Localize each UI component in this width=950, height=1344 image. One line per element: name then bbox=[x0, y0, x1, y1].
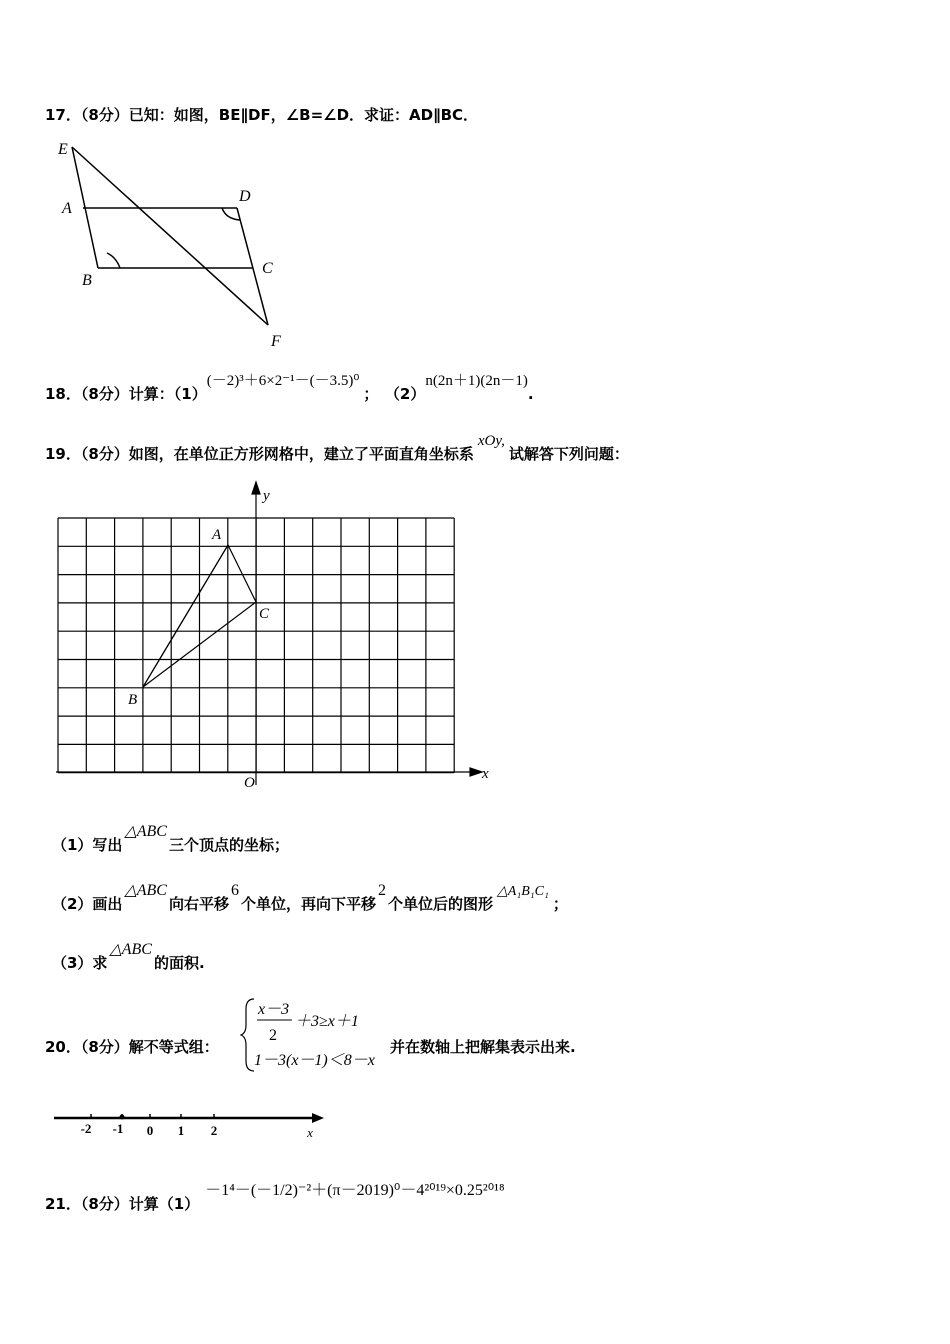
origin-label: O bbox=[244, 775, 255, 790]
q19-sub1-a: （1）写出 bbox=[52, 836, 123, 854]
q18-sep: ； bbox=[363, 385, 379, 403]
q19-stem bbox=[45, 433, 629, 464]
label-F: F bbox=[271, 333, 281, 350]
line-EF bbox=[72, 147, 268, 325]
vertex-label-B: B bbox=[128, 692, 138, 708]
q19-sub1-tri: △ABC bbox=[124, 823, 167, 840]
frac-den: 2 bbox=[269, 1027, 277, 1044]
label-E: E bbox=[58, 141, 68, 158]
q19-sub2-n2: 2 bbox=[378, 882, 386, 899]
number-line-arrow bbox=[312, 1113, 324, 1123]
q17-stem: 17．（8分）已知：如图，BE∥DF，∠B=∠D．求证：AD∥BC． bbox=[45, 106, 479, 124]
q19-sub3-tri: △ABC bbox=[109, 941, 152, 958]
label-B: B bbox=[82, 272, 92, 289]
label-D: D bbox=[239, 188, 251, 205]
brace bbox=[241, 999, 254, 1071]
q19-sub2-tri: △ABC bbox=[124, 882, 167, 899]
q19-sub3-b: 的面积. bbox=[153, 954, 205, 972]
axis-label-y: y bbox=[263, 488, 270, 504]
q18-part2: （2） bbox=[392, 385, 426, 403]
ineq2: 1－3(x－1)＜8－x bbox=[254, 1052, 375, 1069]
number-line-dot bbox=[120, 1115, 125, 1120]
q19-sub3 bbox=[52, 941, 205, 973]
q18-end: . bbox=[527, 385, 534, 403]
angle-B-arc bbox=[107, 253, 120, 268]
q19-sub2-n6: 6 bbox=[230, 882, 239, 899]
label-C: C bbox=[262, 260, 273, 277]
tick-label-2: 0 bbox=[146, 1123, 154, 1138]
tick-label-0: -2 bbox=[80, 1121, 92, 1136]
q17-figure bbox=[50, 135, 310, 350]
q19-sub2-tri1: △A₁B₁C₁ bbox=[497, 884, 549, 899]
x-axis-arrow bbox=[470, 768, 482, 776]
q20-system bbox=[240, 995, 390, 1075]
frac-num: x－3 bbox=[258, 1001, 290, 1018]
tick-label-3: 1 bbox=[177, 1123, 185, 1138]
q19-sub1 bbox=[52, 823, 289, 855]
q19-sub2-d: 个单位后的图形 bbox=[388, 895, 494, 913]
q19-sub2-c: 个单位，再向下平移 bbox=[240, 895, 376, 913]
label-A: A bbox=[62, 200, 72, 217]
q19-suffix: 试解答下列问题： bbox=[508, 445, 629, 463]
q18-prefix: 18．（8分）计算：（1） bbox=[45, 385, 207, 403]
q19-sub2-e: ； bbox=[552, 895, 568, 913]
q18-expr1: (－2)³＋6×2⁻¹－(－3.5)⁰ bbox=[206, 373, 360, 389]
tick-label-1: -1 bbox=[112, 1121, 124, 1136]
ineq1-rest: ＋3≥x＋1 bbox=[295, 1013, 359, 1030]
q21-prefix: 21．（8分）计算（1） bbox=[45, 1195, 200, 1213]
q19-prefix: 19．（8分）如图，在单位正方形网格中，建立了平面直角坐标系 bbox=[45, 445, 474, 463]
q18-expr2: n(2n＋1)(2n－1) bbox=[425, 373, 528, 389]
q18-stem bbox=[45, 373, 534, 404]
q19-coord-sys: xOy, bbox=[477, 433, 505, 449]
number-line-x-label: x bbox=[307, 1125, 313, 1140]
q19-grid-figure bbox=[50, 480, 500, 790]
q19-sub3-a: （3）求 bbox=[52, 954, 108, 972]
q20-suffix: 并在数轴上把解集表示出来. bbox=[390, 1038, 576, 1056]
q21-expr: －1⁴－(－1/2)⁻²＋(π－2019)⁰－4²⁰¹⁹×0.25²⁰¹⁸ bbox=[205, 1182, 505, 1199]
q19-sub2 bbox=[52, 882, 568, 914]
tick-label-4: 2 bbox=[210, 1123, 218, 1138]
q19-sub1-b: 三个顶点的坐标； bbox=[168, 836, 289, 854]
q21-stem bbox=[45, 1182, 505, 1214]
q20-prefix: 20．（8分）解不等式组： bbox=[45, 1038, 219, 1056]
q20-number-line bbox=[50, 1108, 330, 1140]
axis-label-x: x bbox=[482, 766, 489, 782]
q19-sub2-b: 向右平移 bbox=[168, 895, 229, 913]
q19-sub2-a: （2）画出 bbox=[52, 895, 123, 913]
side-AB bbox=[143, 545, 228, 687]
vertex-label-C: C bbox=[259, 606, 270, 622]
y-axis-arrow bbox=[252, 482, 260, 494]
vertex-label-A: A bbox=[212, 527, 222, 543]
